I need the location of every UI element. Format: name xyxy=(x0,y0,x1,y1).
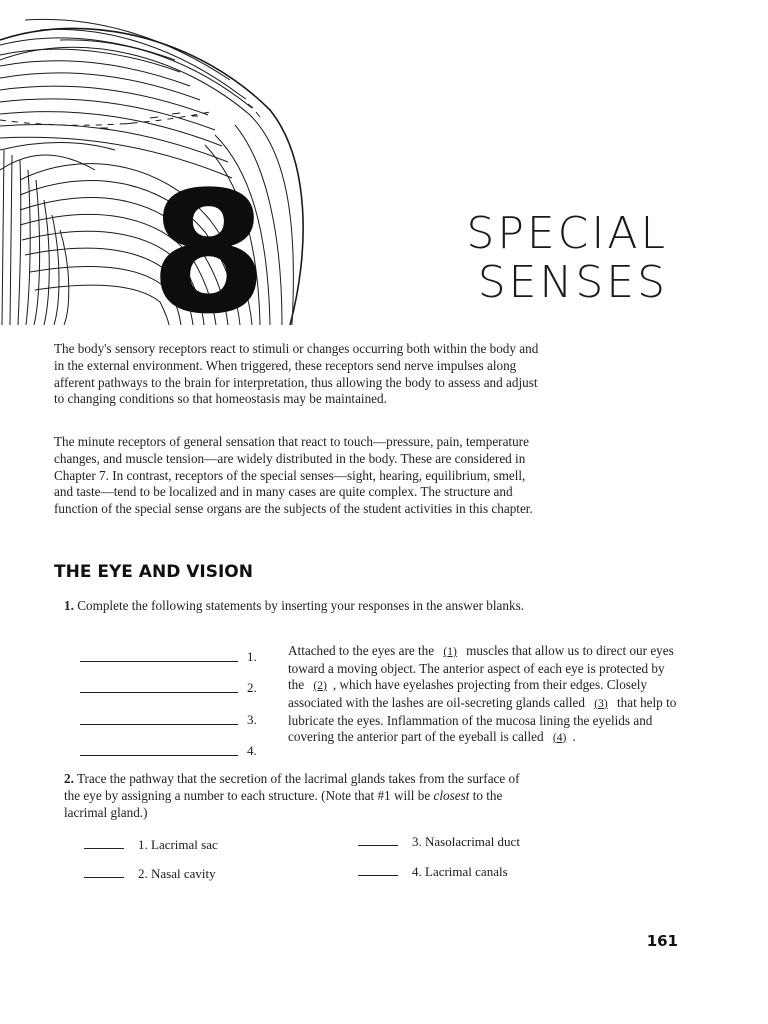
structure-label: 4. Lacrimal canals xyxy=(412,864,508,879)
question-1-passage xyxy=(288,643,678,746)
passage-text: muscles that allow us to direct our eyes toward a moving object. The anterior aspect of each eye is protected by the xyxy=(288,643,674,692)
structure-item[interactable] xyxy=(84,866,216,884)
answer-blank-number: 2. xyxy=(247,680,257,695)
chapter-number: 8 xyxy=(150,155,263,351)
question-1 xyxy=(64,597,534,614)
blank-marker-1: (1) xyxy=(443,646,457,658)
answer-blank-number: 4. xyxy=(247,743,257,758)
passage-text: that help to lubricate the eyes. Inflammation of the mucosa lining the eyelids and covering the anterior part of the eyeball is called xyxy=(288,694,677,744)
blank-marker-2: (2) xyxy=(313,679,327,692)
answer-line[interactable] xyxy=(80,661,238,662)
chapter-title-line1: SPECIAL xyxy=(466,208,668,259)
section-heading: THE EYE AND VISION xyxy=(54,562,253,582)
answer-blank-2[interactable] xyxy=(80,678,270,696)
answer-blank-4[interactable] xyxy=(80,741,270,759)
blank-marker-3: (3) xyxy=(594,697,608,710)
passage-text: , which have eyelashes projecting from their edges. Closely associated with the lashes are oil-secreting glands called xyxy=(288,676,648,710)
answer-line[interactable] xyxy=(80,692,238,693)
question-1-number: 1. xyxy=(64,598,74,613)
answer-blank-number: 1. xyxy=(247,649,257,664)
answer-blank-1[interactable] xyxy=(80,647,270,665)
structure-blank[interactable] xyxy=(358,875,398,876)
question-2-number: 2. xyxy=(64,771,74,786)
chapter-title-line2: SENSES xyxy=(477,257,668,308)
question-2-text: Trace the pathway that the secretion of the lacrimal glands takes from the surface of the eye by assigning a number to each structure. (Note that #1 will be xyxy=(64,771,520,803)
structure-blank[interactable] xyxy=(84,848,124,849)
answer-line[interactable] xyxy=(80,755,238,756)
page-number: 161 xyxy=(646,932,678,950)
blank-marker-4: (4) xyxy=(552,731,567,744)
structure-item[interactable] xyxy=(358,864,508,882)
passage-text: . xyxy=(572,728,576,744)
structure-item[interactable] xyxy=(84,837,218,855)
answer-blank-3[interactable] xyxy=(80,710,270,728)
structure-label: 1. Lacrimal sac xyxy=(138,837,218,852)
question-2-text-end: to the lacrimal gland.) xyxy=(64,788,503,820)
structure-label: 3. Nasolacrimal duct xyxy=(412,834,520,849)
passage-text: Attached to the eyes are the xyxy=(288,643,435,658)
question-1-text: Complete the following statements by inserting your responses in the answer blanks. xyxy=(77,598,525,613)
structure-label: 2. Nasal cavity xyxy=(138,866,216,881)
intro-paragraph-1: The body's sensory receptors react to stimuli or changes occurring both within the body and in the external environment. When triggered, these receptors send nerve impulses along afferent pathways to the brain for interpretation, thus allowing the body to assess and adjust to changing conditions so that homeostasis may be maintained. xyxy=(54,341,539,407)
answer-line[interactable] xyxy=(80,724,238,725)
answer-blank-number: 3. xyxy=(247,712,257,727)
structure-item[interactable] xyxy=(358,834,520,852)
structure-blank[interactable] xyxy=(358,845,398,846)
intro-paragraph-2: The minute receptors of general sensation that react to touch—pressure, pain, temperature changes, and muscle tension—are widely distributed in the body. These are considered in Chapter 7. In contrast, receptors of the special senses—sight, hearing, equilibrium, smell, and taste—tend to be localized and in many cases are quite complex. The structure and function of the special sense organs are the subjects of the student activities in this chapter. xyxy=(54,434,533,517)
structure-blank[interactable] xyxy=(84,877,124,878)
question-2 xyxy=(64,770,534,821)
question-2-emphasis: closest xyxy=(433,788,470,803)
